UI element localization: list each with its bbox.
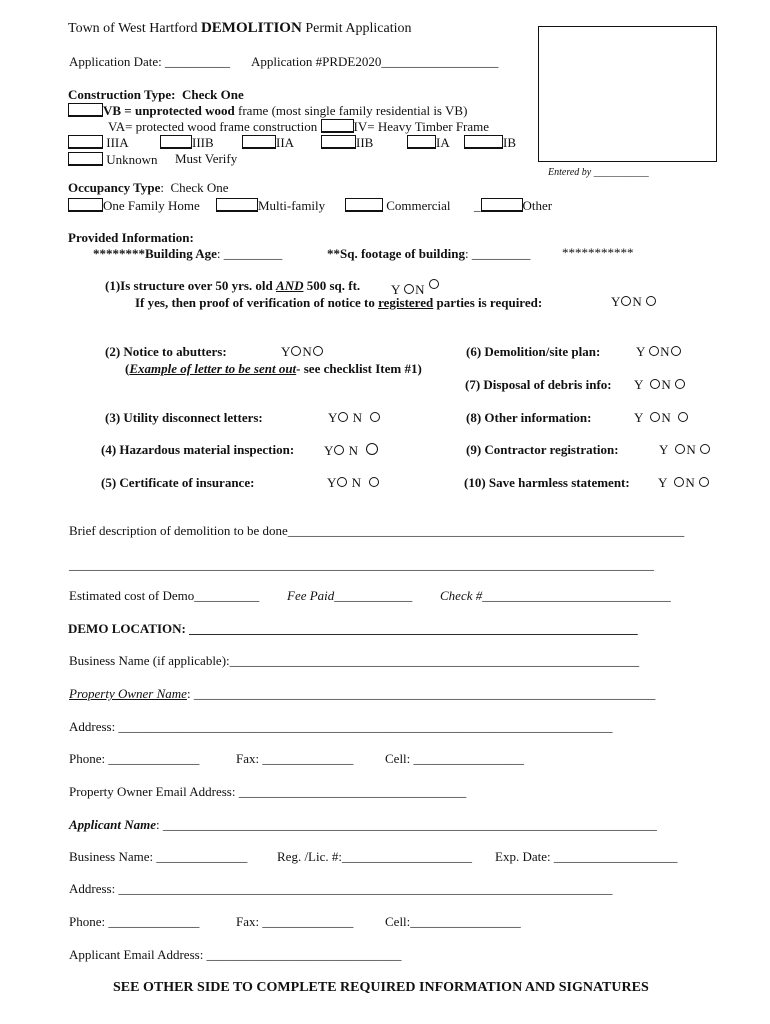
radio-no[interactable] — [366, 443, 378, 455]
sq-footage-field[interactable]: **Sq. footage of building: _________ — [327, 246, 531, 261]
occupancy-multi-family-option[interactable]: Multi-family — [216, 198, 325, 212]
construction-va-option[interactable]: VA= protected wood frame construction IV= Heavy Timber Frame — [108, 119, 490, 134]
applicant-address-field[interactable]: Address: ____________________________________________________________________________ — [69, 881, 613, 896]
business-name-optional-field[interactable]: Business Name (if applicable):_______________________________________________________________ — [69, 653, 640, 668]
construction-ia-option[interactable]: IA — [407, 135, 450, 149]
asterisks: *********** — [562, 245, 634, 260]
item-9-yn[interactable]: Y N — [659, 443, 711, 456]
item-6-label: (6) Demolition/site plan: — [466, 344, 601, 359]
application-date-field[interactable]: Application Date: __________ — [69, 54, 231, 69]
item-4-yn[interactable]: Y N — [324, 443, 379, 457]
radio-no[interactable] — [313, 346, 323, 356]
occupancy-commercial-option[interactable]: Commercial — [345, 198, 451, 212]
entered-by-field: Entered by ___________ — [548, 167, 649, 178]
check-number-field[interactable]: Check #_____________________________ — [440, 588, 671, 603]
radio-yes[interactable] — [291, 346, 301, 356]
item-1-sub-label: If yes, then proof of verification of notice to registered parties is required: — [135, 295, 543, 310]
radio-yes[interactable] — [621, 296, 631, 306]
radio-yes[interactable] — [338, 412, 348, 422]
checkbox[interactable] — [464, 135, 503, 149]
construction-type-heading: Construction Type: Check One — [68, 87, 244, 102]
item-2-sub-label: (Example of letter to be sent out- see checklist Item #1) — [125, 361, 422, 376]
radio-no[interactable] — [700, 444, 710, 454]
application-number-field[interactable]: Application #PRDE2020__________________ — [251, 54, 499, 69]
item-5-label: (5) Certificate of insurance: — [101, 475, 255, 490]
radio-yes[interactable] — [650, 379, 660, 389]
checkbox[interactable] — [160, 135, 192, 149]
item-2-yn[interactable]: Y N — [281, 345, 324, 358]
radio-yes[interactable] — [337, 477, 347, 487]
item-7-yn[interactable]: Y N — [634, 378, 686, 391]
construction-iia-option[interactable]: IIA — [242, 135, 294, 149]
checkbox[interactable] — [481, 198, 523, 212]
owner-phone-field[interactable]: Phone: ______________ — [69, 751, 200, 766]
radio-no[interactable] — [678, 412, 688, 422]
item-1-label: (1)Is structure over 50 yrs. old AND 500 sq. ft. — [105, 278, 361, 293]
checkbox[interactable] — [68, 103, 103, 117]
owner-cell-field[interactable]: Cell: _________________ — [385, 751, 525, 766]
item-8-label: (8) Other information: — [466, 410, 592, 425]
applicant-phone-field[interactable]: Phone: ______________ — [69, 914, 200, 929]
occupancy-other-option[interactable]: _ Other — [474, 198, 553, 213]
radio-no[interactable] — [370, 412, 380, 422]
item-10-yn[interactable]: Y N — [658, 476, 710, 489]
item-4-label: (4) Hazardous material inspection: — [101, 442, 295, 457]
checkbox[interactable] — [68, 135, 103, 149]
construction-iiia-option[interactable]: IIIA — [68, 135, 129, 149]
checkbox[interactable] — [68, 198, 103, 212]
owner-fax-field[interactable]: Fax: ______________ — [236, 751, 354, 766]
footer-note: SEE OTHER SIDE TO COMPLETE REQUIRED INFORMATION AND SIGNATURES — [113, 980, 649, 995]
occupancy-type-heading: Occupancy Type: Check One — [68, 180, 229, 195]
item-8-yn[interactable]: Y N — [634, 411, 689, 424]
checkbox[interactable] — [216, 198, 258, 212]
brief-description-line-2[interactable]: __________________________________________________________________________________________ — [69, 557, 654, 572]
estimated-cost-field[interactable]: Estimated cost of Demo__________ — [69, 588, 260, 603]
checkbox[interactable] — [345, 198, 383, 212]
radio-yes[interactable] — [404, 284, 414, 294]
radio-yes[interactable] — [675, 444, 685, 454]
item-10-label: (10) Save harmless statement: — [464, 475, 630, 490]
item-3-label: (3) Utility disconnect letters: — [105, 410, 263, 425]
construction-iib-option[interactable]: IIB — [321, 135, 373, 149]
building-age-field[interactable]: ********Building Age: _________ — [93, 246, 283, 261]
item-7-label: (7) Disposal of debris info: — [465, 377, 612, 392]
must-verify-note: Must Verify — [175, 151, 238, 166]
applicant-cell-field[interactable]: Cell:_________________ — [385, 914, 521, 929]
exp-date-field[interactable]: Exp. Date: ___________________ — [495, 849, 678, 864]
item-5-yn[interactable]: Y N — [327, 476, 380, 489]
checkbox[interactable] — [242, 135, 276, 149]
provided-info-heading: Provided Information: — [68, 230, 194, 245]
checkbox[interactable] — [407, 135, 436, 149]
item-1-yn[interactable]: Y N — [391, 279, 440, 296]
brief-description-field[interactable]: Brief description of demolition to be done_____________________________________________________________ — [69, 523, 685, 538]
reg-lic-field[interactable]: Reg. /Lic. #:____________________ — [277, 849, 472, 864]
item-2-label: (2) Notice to abutters: — [105, 344, 227, 359]
construction-unknown-option[interactable]: Unknown — [68, 152, 158, 166]
checkbox[interactable] — [321, 119, 354, 133]
construction-iiib-option[interactable]: IIIB — [160, 135, 214, 149]
construction-vb-option[interactable]: VB = unprotected wood frame (most single family residential is VB) — [68, 103, 467, 117]
item-3-yn[interactable]: Y N — [328, 411, 381, 424]
radio-no[interactable] — [369, 477, 379, 487]
item-6-yn[interactable]: Y N — [636, 345, 682, 358]
applicant-fax-field[interactable]: Fax: ______________ — [236, 914, 354, 929]
property-owner-name-field[interactable]: Property Owner Name: _______________________________________________________________________ — [69, 686, 656, 701]
form-title: Town of West Hartford DEMOLITION Permit Application — [68, 20, 412, 36]
radio-no[interactable] — [429, 279, 439, 289]
demo-location-field[interactable]: DEMO LOCATION: _____________________________________________________________________ — [68, 621, 638, 636]
office-use-box — [538, 26, 717, 162]
item-9-label: (9) Contractor registration: — [466, 442, 619, 457]
radio-yes[interactable] — [334, 445, 344, 455]
owner-email-field[interactable]: Property Owner Email Address: ___________________________________ — [69, 784, 467, 799]
radio-yes[interactable] — [650, 412, 660, 422]
item-1-sub-yn[interactable]: Y N — [611, 295, 657, 308]
fee-paid-field[interactable]: Fee Paid____________ — [287, 588, 413, 603]
radio-no[interactable] — [646, 296, 656, 306]
checkbox[interactable] — [68, 152, 103, 166]
owner-address-field[interactable]: Address: ____________________________________________________________________________ — [69, 719, 613, 734]
radio-no[interactable] — [675, 379, 685, 389]
construction-ib-option[interactable]: IB — [464, 135, 516, 149]
radio-yes[interactable] — [674, 477, 684, 487]
checkbox[interactable] — [321, 135, 356, 149]
applicant-name-field[interactable]: Applicant Name: ____________________________________________________________________________ — [69, 817, 657, 832]
radio-no[interactable] — [699, 477, 709, 487]
occupancy-one-family-option[interactable]: One Family Home — [68, 198, 200, 212]
applicant-business-name-field[interactable]: Business Name: ______________ — [69, 849, 248, 864]
applicant-email-field[interactable]: Applicant Email Address: ______________________________ — [69, 947, 402, 962]
radio-no[interactable] — [671, 346, 681, 356]
radio-yes[interactable] — [649, 346, 659, 356]
